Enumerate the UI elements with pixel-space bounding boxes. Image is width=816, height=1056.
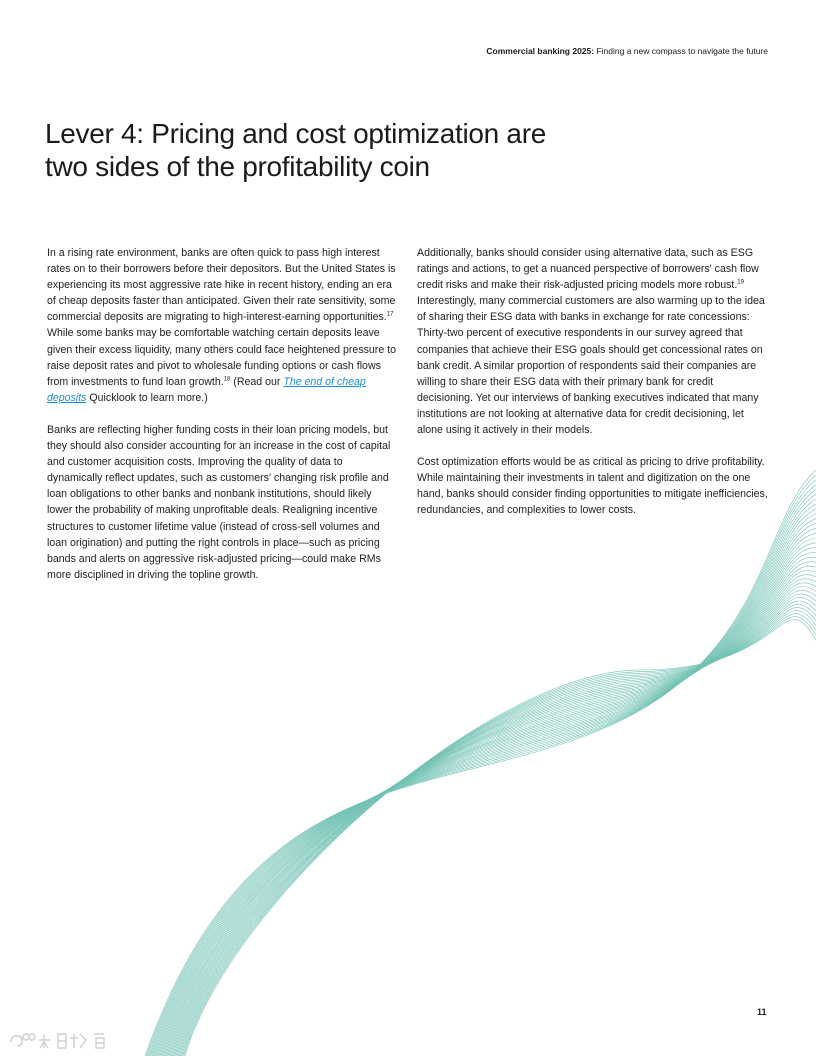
wave-line (176, 594, 816, 1056)
wave-line (185, 619, 816, 1056)
wave-line (184, 617, 816, 1056)
wave-line (162, 543, 816, 1056)
wave-line (163, 548, 816, 1056)
page-title (45, 117, 605, 183)
watermark-logo-icon (8, 1028, 112, 1052)
header-subtitle: Finding a new compass to navigate the future (596, 46, 768, 56)
header-report-title: Commercial banking 2025: (486, 46, 595, 56)
wave-line (158, 523, 816, 1056)
cheap-deposits-link[interactable]: The end of cheap deposits (47, 375, 366, 404)
wave-line (166, 557, 816, 1056)
title-line-2: two sides of the profitability coin (45, 151, 430, 182)
wave-line (159, 528, 816, 1056)
footnote-ref: 18 (223, 376, 231, 383)
wave-line (167, 562, 816, 1056)
text-run: Interestingly, many commercial customers are also warming up to the idea of sharing their ESG data with banks in exchange for rate concessions: Thirty-two percent of executive respondents in our survey agreed that companies that achieve their ESG goals should get concessional rates on bank credit. A similar proportion of respondents said their companies are willing to share their ESG data with their primary bank for credit decisioning. Yet our interviews of banking executives indicated that many institutions are not looking at alternative data for credit decisioning, let alone using it actively in their models. (417, 295, 765, 437)
wave-line (177, 597, 816, 1056)
page-number: 11 (757, 1007, 767, 1017)
paragraph (47, 245, 399, 406)
wave-line (183, 614, 816, 1056)
running-header (486, 46, 768, 56)
text-run: Additionally, banks should consider using alternative data, such as ESG ratings and actions, to get a nuanced perspective of borrowers' cash flow credit risks and make their risk-adjusted pricing models more robust. (417, 247, 759, 292)
wave-line (182, 611, 816, 1056)
right-column (417, 245, 769, 535)
text-run: (Read our (230, 375, 284, 388)
paragraph: Cost optimization efforts would be as critical as pricing to drive profitability. While maintaining their investments in talent and digitization on the one hand, banks should consider finding opportunities to mitigate inefficiencies, redundancies, and complexities to lower costs. (417, 456, 768, 517)
wave-line (179, 604, 816, 1056)
paragraph: Banks are reflecting higher funding costs in their loan pricing models, but they should also consider accounting for an increase in the cost of capital and customer acquisition costs. Improving the quality of data to dynamically reflect updates, such as customers' changing risk profile and loan obligations to other banks and nonbank institutions, should likely lower the probability of making unprofitable deals. Realigning incentive structures to customer lifetime value (instead of cross-sell volumes and loan origination) and putting the right controls in place—such as pricing bands and alerts on aggressive risk-adjusted pricing—could make RMs more disciplined in driving the topline growth. (47, 423, 391, 581)
wave-line (168, 566, 816, 1056)
wave-line (156, 519, 816, 1056)
footnote-ref: 17 (386, 311, 394, 318)
text-run: In a rising rate environment, banks are often quick to pass high interest rates on to their borrowers before their depositors. But the United States is experiencing its most aggressive rate hike in recent history, ending an era of cheap deposits faster than anticipated. Given their rate sensitivity, some commercial deposits are migrating to high-interest-earning opportunities. (47, 247, 396, 324)
wave-line (160, 533, 816, 1056)
text-run: While some banks may be comfortable watching certain deposits leave given their excess liquidity, many others could face heightened pressure to raise deposit rates and pivot to wholesale funding options or cash flows from investments to fund loan growth. (47, 327, 397, 388)
wave-line (164, 552, 816, 1056)
paragraph (417, 245, 769, 438)
left-column (47, 245, 399, 599)
wave-line (180, 607, 816, 1056)
text-run: Quicklook to learn more.) (86, 391, 208, 404)
wave-line (178, 601, 816, 1056)
title-line-1: Lever 4: Pricing and cost optimization are (45, 118, 546, 149)
wave-line (175, 590, 816, 1056)
wave-line (161, 538, 816, 1056)
footnote-ref: 19 (737, 279, 744, 286)
